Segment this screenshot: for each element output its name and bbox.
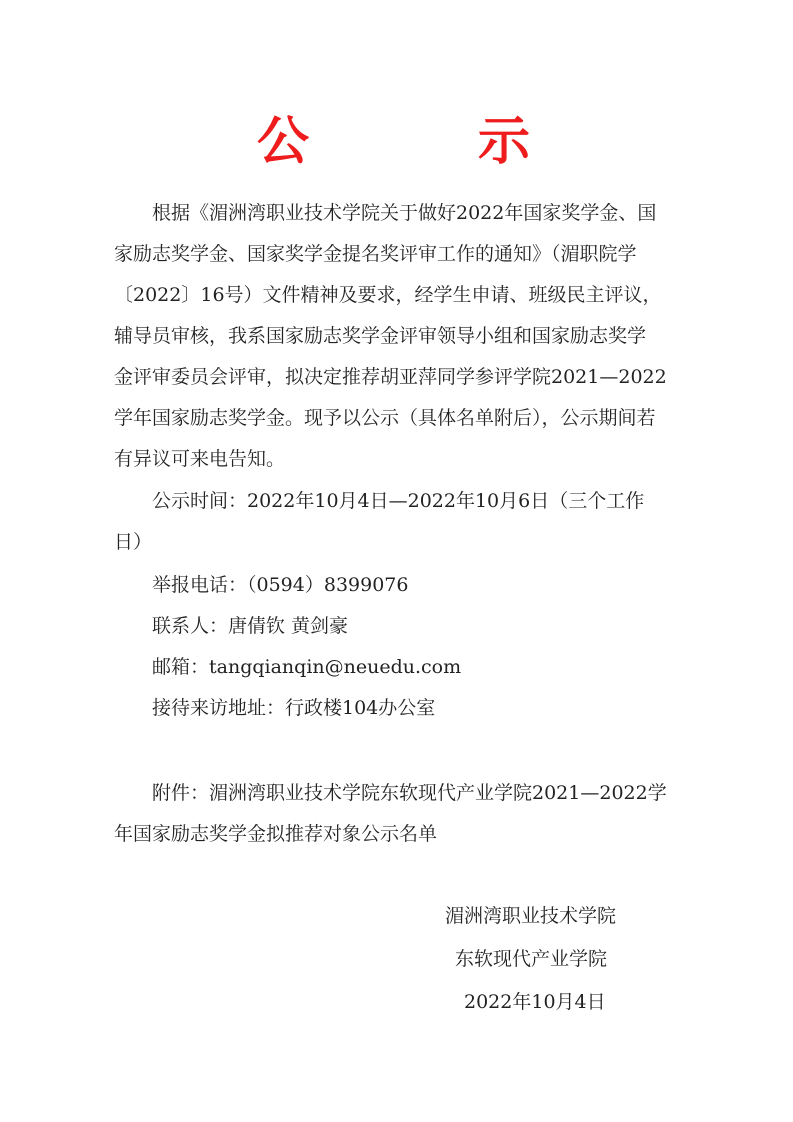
signature-dept: 东软现代产业学院 [455,948,608,970]
body-line-3: 〔2022〕16号）文件精神及要求，经学生申请、班级民主评议， [114,284,662,306]
body-line-2: 家励志奖学金、国家奖学金提名奖评审工作的通知》（湄职院学 [114,243,637,265]
body-line-7: 有异议可来电告知。 [114,448,286,470]
attachment-line-1: 附件：湄洲湾职业技术学院东软现代产业学院2021—2022学 [152,782,667,804]
title-char-2: 示 [478,112,531,172]
attachment-line-2: 年国家励志奖学金拟推荐对象公示名单 [114,823,438,845]
body-line-6: 学年国家励志奖学金。现予以公示（具体名单附后），公示期间若 [114,407,656,429]
notice-period-line-1: 公示时间：2022年10月4日—2022年10月6日（三个工作 [152,490,645,512]
body-line-1: 根据《湄洲湾职业技术学院关于做好2022年国家奖学金、国 [152,202,657,224]
body-line-5: 金评审委员会评审，拟决定推荐胡亚萍同学参评学院2021—2022 [114,366,667,388]
body-line-4: 辅导员审核，我系国家励志奖学金评审领导小组和国家励志奖学 [114,325,647,347]
contact-person: 联系人：唐倩钦 黄剑豪 [152,615,349,637]
report-phone: 举报电话：（0594）8399076 [152,574,409,596]
page-title [0,110,793,180]
notice-period-line-2: 日） [114,531,153,553]
contact-email: 邮箱：tangqianqin@neuedu.com [152,656,462,678]
signature-org: 湄洲湾职业技术学院 [445,905,617,927]
visit-address: 接待来访地址：行政楼104办公室 [152,697,436,719]
signature-date: 2022年10月4日 [464,991,606,1013]
title-char-1: 公 [257,112,310,172]
